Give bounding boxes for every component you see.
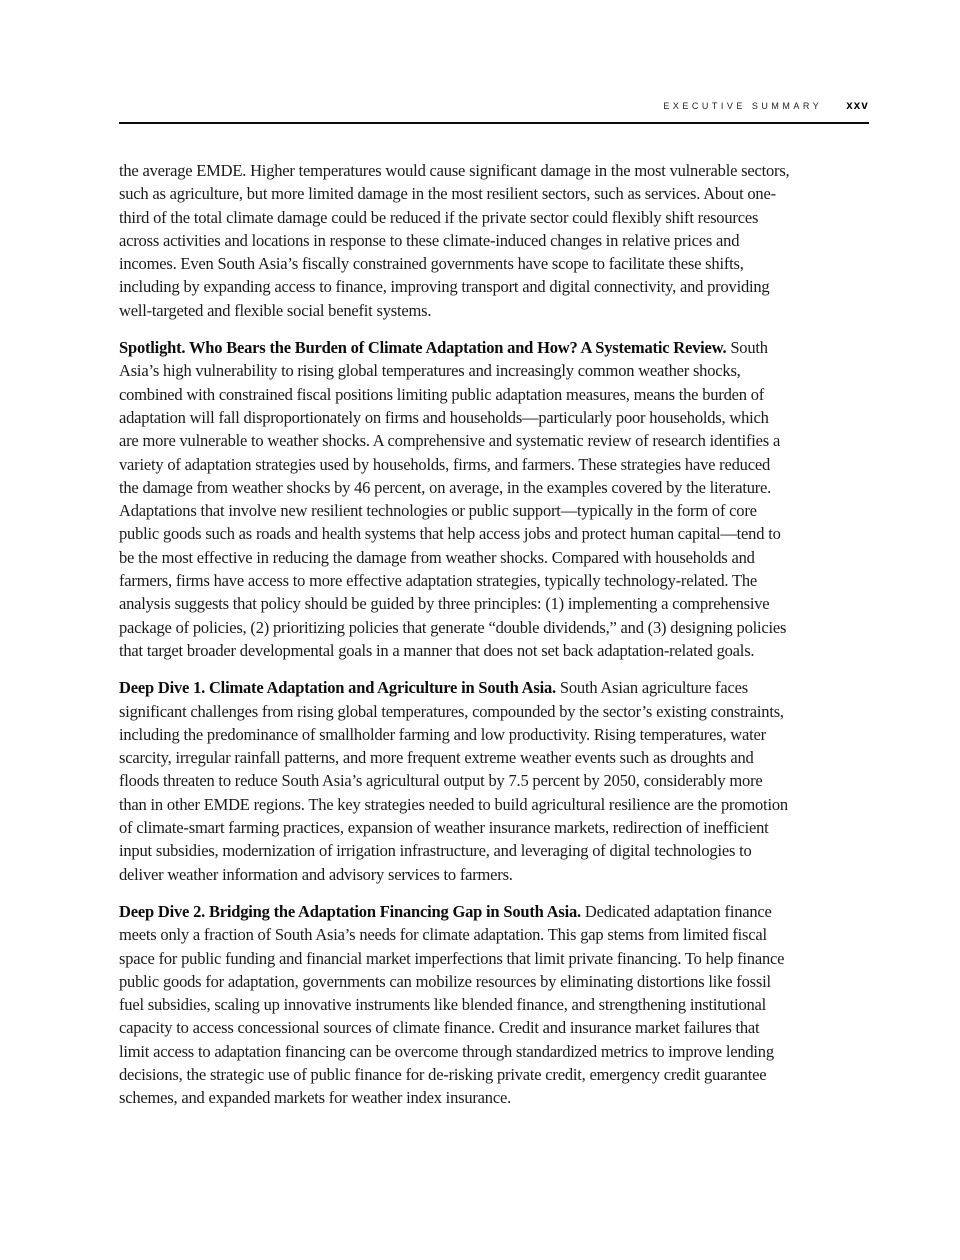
paragraph-spotlight-text: South Asia’s high vulnerability to rising global temperatures and increasingly common weather shocks, combined with constrained fiscal positions limiting public adaptation measures, means the burden of adaptation will fall disproportionately on firms and households—particularly poor households, which are more vulnerable to weather shocks. A comprehensive and systematic review of research identifies a variety of adaptation strategies used by households, firms, and farmers. These strategies have reduced the damage from weather shocks by 46 percent, on average, in the examples covered by the literature. Adaptations that involve new resilient technologies or public support—typically in the form of core public goods such as roads and health systems that help access jobs and protect human capital—tend to be the most effective in reducing the damage from weather shocks. Compared with households and farmers, firms have access to more effective adaptation strategies, typically technology-related. The analysis suggests that policy should be guided by three principles: (1) implementing a comprehensive package of policies, (2) prioritizing policies that generate “double dividends,” and (3) designing policies that target broader developmental goals in a manner that does not set back adaptation-related goals.: [119, 338, 787, 660]
header-rule: [119, 122, 869, 124]
paragraph-spotlight-lead: Spotlight. Who Bears the Burden of Climate Adaptation and How? A Systematic Review.: [119, 338, 727, 358]
paragraph-deep-dive-1-text: South Asian agriculture faces significant challenges from rising global temperatures, compounded by the sector’s existing constraints, including the predominance of smallholder farming and low productivity. Rising temperatures, water scarcity, irregular rainfall patterns, and more frequent extreme weather events such as droughts and floods threaten to reduce South Asia’s agricultural output by 7.5 percent by 2050, considerably more than in other EMDE regions. The key strategies needed to build agricultural resilience are the promotion of climate-smart farming practices, expansion of weather insurance markets, redirection of inefficient input subsidies, modernization of irrigation infrastructure, and leveraging of digital technologies to deliver weather information and advisory services to farmers.: [119, 678, 788, 884]
paragraph-spotlight: [119, 336, 792, 662]
paragraph-deep-dive-1-lead: Deep Dive 1. Climate Adaptation and Agriculture in South Asia.: [119, 678, 556, 698]
page-body-text: [119, 159, 792, 1124]
running-title: EXECUTIVE SUMMARY: [663, 101, 823, 111]
paragraph-deep-dive-2: [119, 900, 792, 1110]
paragraph-intro-text: the average EMDE. Higher temperatures would cause significant damage in the most vulnerable sectors, such as agriculture, but more limited damage in the most resilient sectors, such as services. About one-third of the total climate damage could be reduced if the private sector could flexibly shift resources across activities and locations in response to these climate-induced changes in relative prices and incomes. Even South Asia’s fiscally constrained governments have scope to facilitate these shifts, including by expanding access to finance, improving transport and digital connectivity, and providing well-targeted and flexible social benefit systems.: [119, 161, 790, 320]
header-line: [119, 96, 869, 122]
page-header: [119, 96, 869, 124]
page-number: xxv: [846, 100, 869, 112]
paragraph-deep-dive-2-text: Dedicated adaptation finance meets only a fraction of South Asia’s needs for climate adaptation. This gap stems from limited fiscal space for public funding and financial market imperfections that limit private financing. To help finance public goods for adaptation, governments can mobilize resources by eliminating distortions like fossil fuel subsidies, scaling up innovative instruments like blended finance, and strengthening institutional capacity to access concessional sources of climate finance. Credit and insurance market failures that limit access to adaptation financing can be overcome through standardized metrics to improve lending decisions, the strategic use of public finance for de-risking private credit, emergency credit guarantee schemes, and expanded markets for weather index insurance.: [119, 901, 785, 1108]
paragraph-intro: [119, 159, 792, 322]
paragraph-deep-dive-2-lead: Deep Dive 2. Bridging the Adaptation Financing Gap in South Asia.: [119, 901, 581, 921]
paragraph-deep-dive-1: [119, 676, 792, 886]
